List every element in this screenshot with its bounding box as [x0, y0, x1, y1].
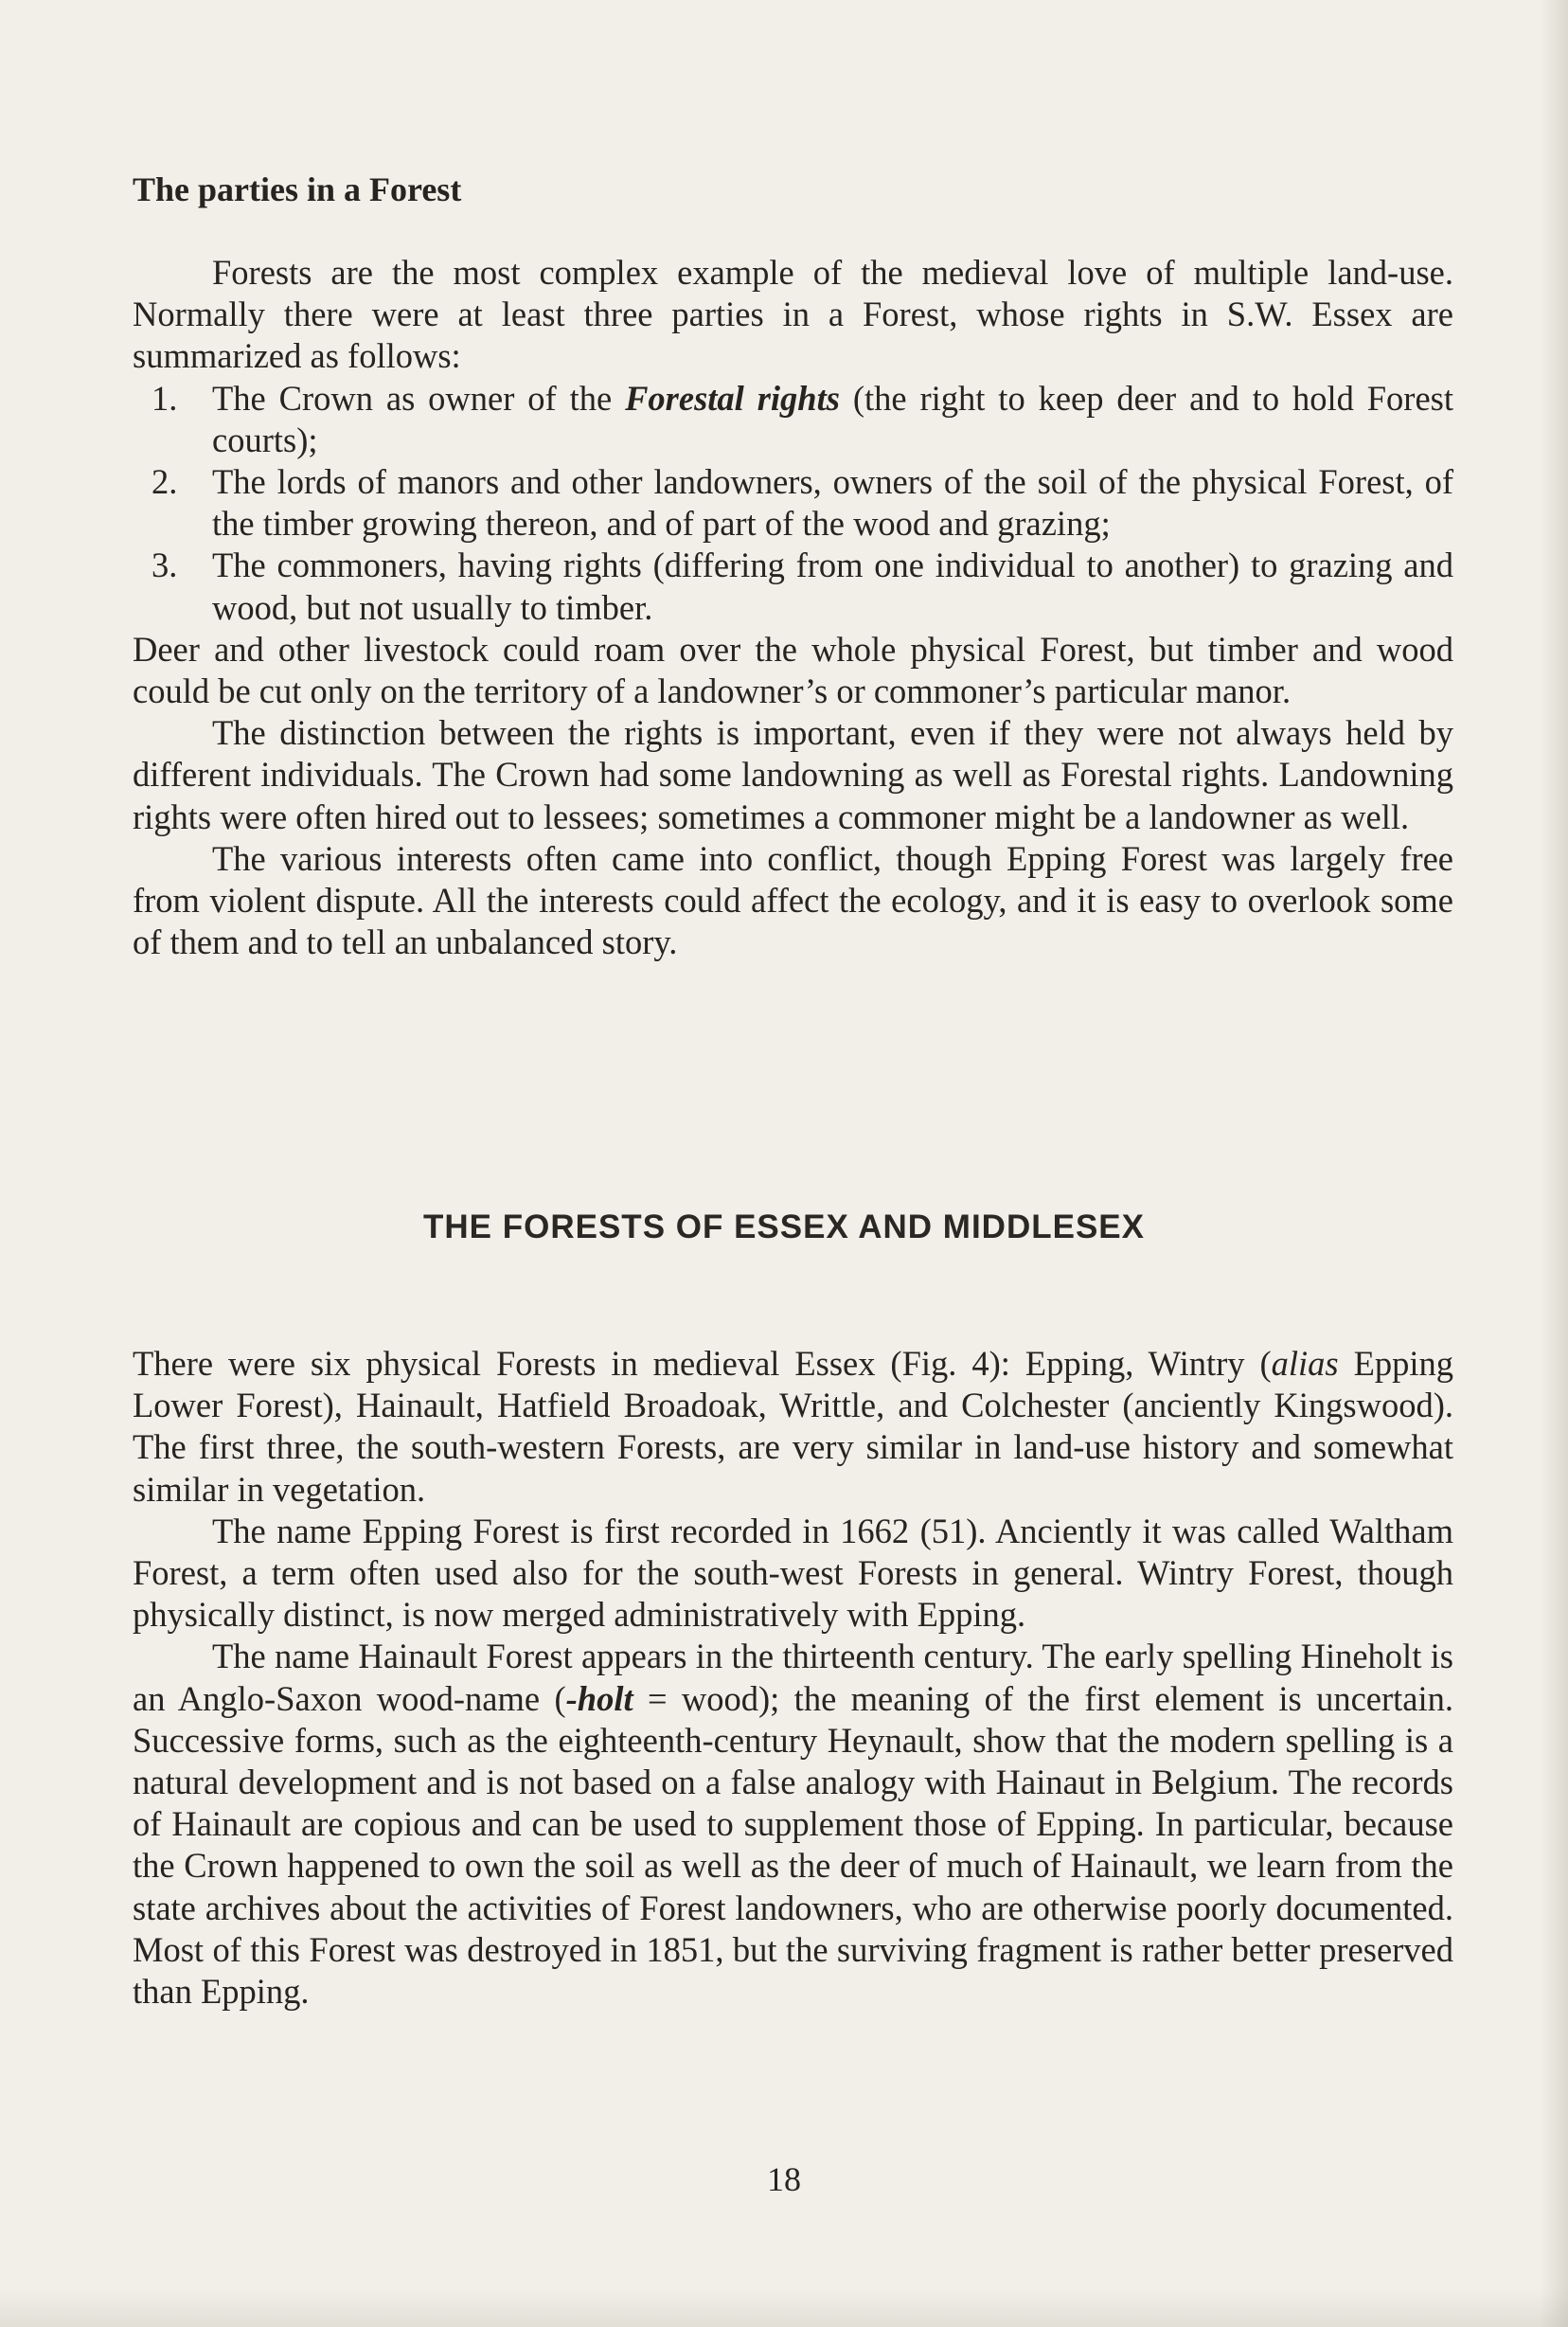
list-item-text: The lords of manors and other landowners, owners of the soil of the physical Forest, of the timber growing thereon, and of part of the wood and grazing;	[212, 462, 1453, 544]
list-item-number: 1.	[151, 378, 178, 418]
list-item	[133, 545, 1453, 628]
paragraph: The name Epping Forest is first recorded in 1662 (51). Anciently it was called Waltham Forest, a term often used also for the south-west Forests in general. Wintry Forest, though physically distinct, is now merged administratively with Epping.	[133, 1511, 1453, 1635]
list-item-number: 3.	[151, 546, 178, 585]
list-item-number: 2.	[151, 462, 178, 502]
paragraph-emphasis: -holt	[565, 1678, 633, 1718]
list-item	[133, 378, 1453, 461]
after-list-paragraph: Deer and other livestock could roam over the whole physical Forest, but timber and wood could be cut only on the territory of a landowner’s or commoner’s particular manor.	[133, 629, 1453, 711]
list-item-text-after: (the right to keep deer and to hold Forest courts);	[212, 378, 1453, 459]
list-item-text: The commoners, having rights (differing from one individual to another) to grazing and wood, but not usually to timber.	[212, 546, 1453, 627]
paragraph	[133, 1343, 1453, 1511]
paragraph-text: The name Hainault Forest appears in the thirteenth century. The early spelling Hineholt is an Anglo-Saxon wood-name (	[133, 1637, 1453, 1718]
list-item	[133, 461, 1453, 545]
paragraph-emphasis: alias	[1271, 1344, 1339, 1383]
section-title: The parties in a Forest	[133, 170, 462, 208]
list-item-emphasis: Forestal rights	[625, 378, 840, 418]
paragraph-text-after: = wood); the meaning of the first element is uncertain. Successive forms, such as the eighteenth-century Heynault, show that the modern spelling is a natural development and is not based on a false analogy with Hainaut in Belgium. The records of Hainault are copious and can be used to supplement those of Epping. In particular, because the Crown happened to own the soil as well as the deer of much of Hainault, we learn from the state archives about the activities of Forest landowners, who are otherwise poorly documented. Most of this Forest was destroyed in 1851, but the surviving fragment is rather better preserved than Epping.	[133, 1678, 1453, 2012]
paragraph-text-after: Epping Lower Forest), Hainault, Hatfield Broadoak, Writtle, and Colchester (anciently Kingswood). The first three, the south-western Forests, are very similar in land-use history and somewhat similar in vegetation.	[133, 1344, 1454, 1509]
paragraph: The distinction between the rights is important, even if they were not always held by different individuals. The Crown had some landowning as well as Forestal rights. Landowning rights were often hired out to lessees; sometimes a commoner might be a landowner as well.	[133, 713, 1453, 836]
paragraph	[133, 1636, 1453, 2013]
paragraph-text: There were six physical Forests in medieval Essex (Fig. 4): Epping, Wintry (	[133, 1344, 1272, 1383]
paragraph: The various interests often came into conflict, though Epping Forest was largely free from violent dispute. All the interests could affect the ecology, and it is easy to overlook some of them and to tell an unbalanced story.	[133, 838, 1453, 962]
chapter-heading: THE FORESTS OF ESSEX AND MIDDLESEX	[423, 1208, 1145, 1245]
list-item-text: The Crown as owner of the	[212, 378, 626, 418]
page-edge-shadow	[1540, 0, 1568, 2327]
page-bottom-shadow	[0, 2289, 1568, 2327]
page-number: 18	[767, 2160, 801, 2198]
chapter-body	[133, 1343, 1453, 2013]
section-body	[133, 252, 1453, 963]
intro-paragraph: Forests are the most complex example of the medieval love of multiple land-use. Normally there were at least three parties in a Forest, whose rights in S.W. Essex are summarized as follows:	[133, 253, 1453, 376]
rights-list	[133, 378, 1453, 629]
